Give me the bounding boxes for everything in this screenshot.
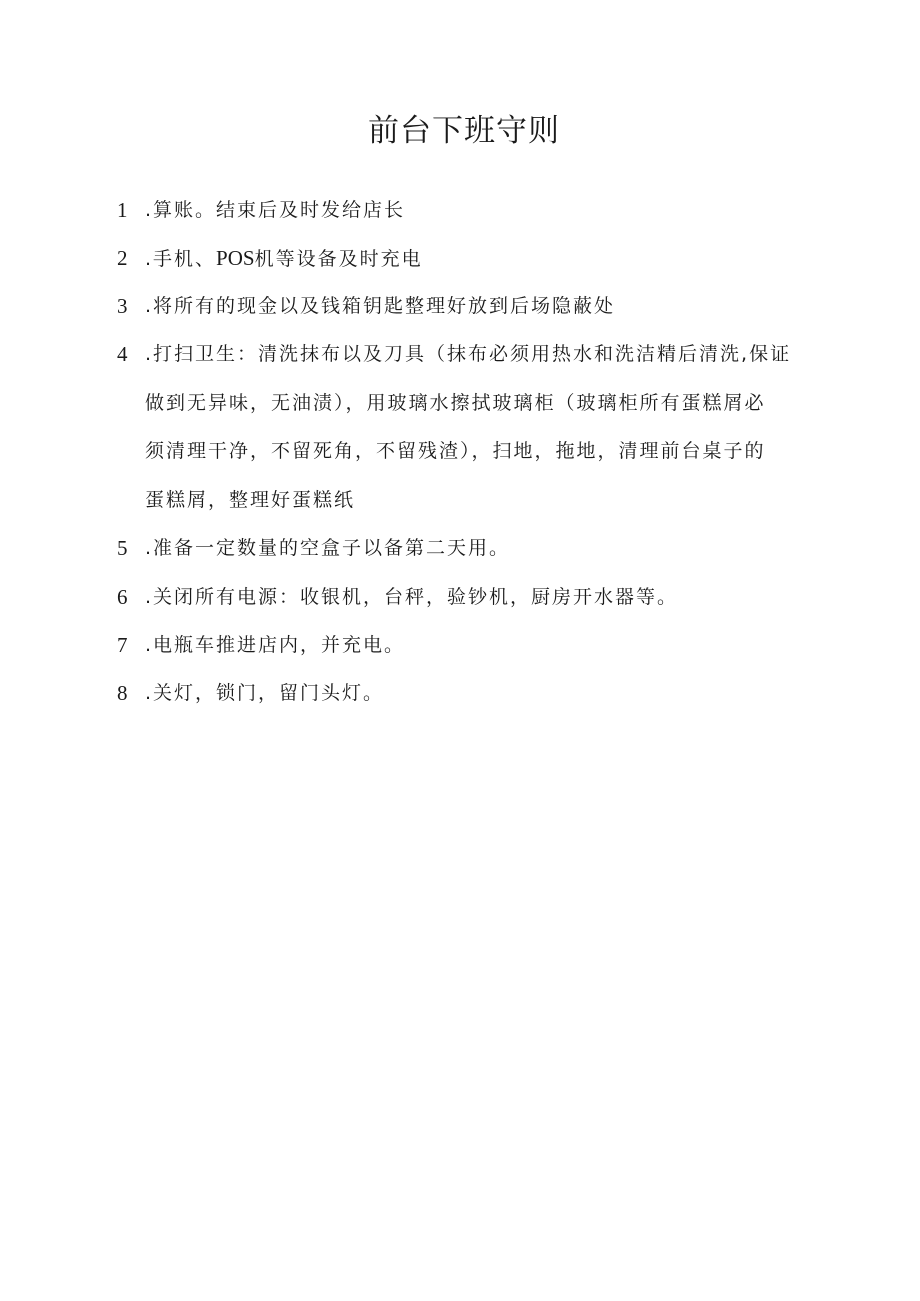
rule-text-line: 须清理干净，不留死角，不留残渣），扫地，拖地，清理前台桌子的 [145, 440, 766, 462]
rule-item-6 [117, 573, 817, 622]
rule-number: 7 [117, 633, 128, 657]
rule-item-8 [117, 669, 817, 718]
rule-text-line: .打扫卫生：清洗抹布以及刀具（抹布必须用热水和洗洁精后清洗,保证 [145, 343, 792, 365]
rule-text [145, 234, 817, 284]
rule-text: .电瓶车推进店内，并充电。 [145, 634, 406, 656]
rule-item-3 [117, 282, 817, 331]
rule-number: 3 [117, 294, 128, 318]
rule-item-5 [117, 524, 817, 573]
rule-text: .关闭所有电源：收银机，台秤，验钞机，厨房开水器等。 [145, 586, 679, 608]
rule-text-part: 机等设备及时充电 [254, 248, 423, 270]
rule-text: .将所有的现金以及钱箱钥匙整理好放到后场隐蔽处 [145, 295, 616, 317]
rule-text: .准备一定数量的空盒子以备第二天用。 [145, 537, 511, 559]
rule-number: 6 [117, 585, 128, 609]
rule-number: 5 [117, 536, 128, 560]
rule-item-2 [117, 234, 817, 284]
rule-text: .关灯，锁门，留门头灯。 [145, 682, 385, 704]
rule-item-1 [117, 186, 817, 235]
pos-term: POS [216, 246, 255, 270]
rule-text-line: 蛋糕屑，整理好蛋糕纸 [145, 488, 356, 511]
rule-number: 8 [117, 681, 128, 705]
rule-text-part: .手机、 [145, 248, 217, 270]
rule-number: 1 [117, 198, 128, 222]
rule-text: .算账。结束后及时发给店长 [145, 199, 406, 221]
rule-number: 4 [117, 342, 128, 366]
rule-item-7 [117, 621, 817, 670]
rule-item-4 [117, 330, 817, 524]
rule-text [145, 330, 817, 524]
rule-number: 2 [117, 246, 128, 270]
document-title: 前台下班守则 [368, 113, 560, 149]
rule-text-line: 做到无异味，无油渍），用玻璃水擦拭玻璃柜（玻璃柜所有蛋糕屑必 [145, 391, 766, 414]
